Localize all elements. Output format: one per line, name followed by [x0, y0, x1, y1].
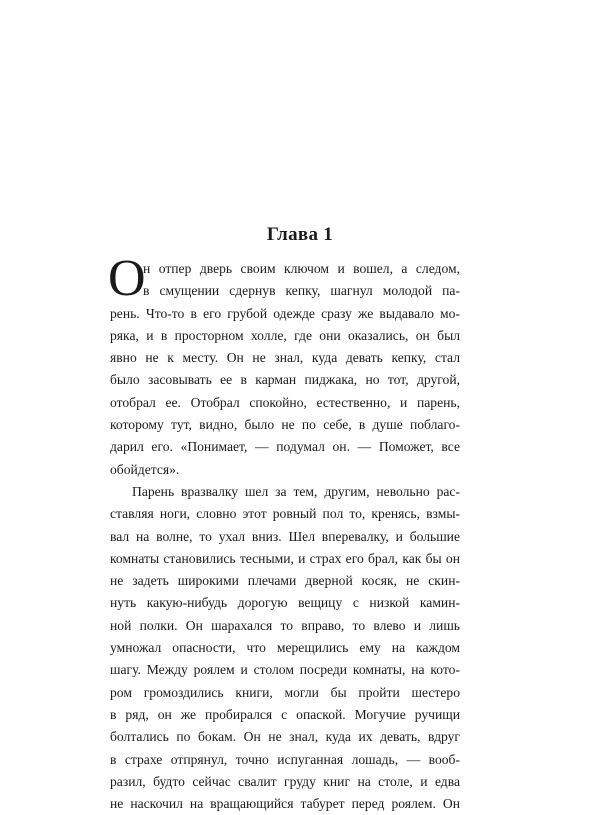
chapter-title: Глава 1 [266, 224, 334, 245]
text-line: в ряд, он же пробирался с опаской. Могучие ручищи [110, 706, 460, 722]
text-line: явно не к месту. Он не знал, куда девать кепку, стал [110, 350, 460, 366]
text-line: ной полки. Он шарахался то вправо, то влево и лишь [110, 617, 460, 633]
text-line: в страхе отпрянул, точно испуганная лошадь, — вооб- [110, 751, 460, 767]
text-line: которому тут, видно, было не по себе, в душе поблаго- [110, 417, 460, 433]
drop-cap: О [108, 250, 146, 307]
paragraph-2 [110, 481, 460, 815]
paragraph-1 [108, 250, 460, 481]
text-line: н отпер дверь своим ключом и вошел, а следом, [143, 261, 460, 276]
text-line: шагу. Между роялем и столом посреди комнаты, на кото- [110, 662, 460, 678]
text-line: болтались по бокам. Он не знал, куда их девать, вдруг [110, 729, 460, 745]
text-line: не наскочил на вращающийся табурет перед роялем. Он [110, 796, 460, 812]
text-line: было засовывать ее в карман пиджака, но тот, другой, [110, 372, 460, 388]
text-line: ставляя ноги, словно этот ровный пол то, кренясь, взмы- [110, 506, 460, 522]
text-line: ром громоздились книги, могли бы пройти шестеро [110, 684, 460, 700]
text-line: нуть какую-нибудь дорогую вещицу с низкой камин- [110, 595, 460, 611]
text-line: отобрал ее. Отобрал спокойно, естественно, и парень, [110, 394, 460, 410]
text-line: в смущении сдернув кепку, шагнул молодой па- [143, 283, 460, 299]
text-line: Парень вразвалку шел за тем, другим, невольно рас- [132, 483, 460, 499]
text-line: обойдется». [110, 461, 180, 477]
text-line: рень. Что-то в его грубой одежде сразу же выдавало мо- [110, 305, 460, 321]
text-line: умножал опасности, что мерещились ему на каждом [110, 640, 460, 656]
text-line: вал на волне, то ухал вниз. Шел вперевалку, и большие [110, 528, 460, 544]
text-line: не задеть широкими плечами дверной косяк, не скин- [110, 573, 460, 589]
text-line: разил, будто сейчас свалит груду книг на столе, и едва [110, 773, 460, 789]
text-line: комнаты становились тесными, и страх его брал, как бы он [110, 550, 460, 566]
body-text [108, 250, 460, 815]
text-line: дарил его. «Понимает, — подумал он. — Поможет, все [110, 439, 460, 455]
text-line: ряка, и в просторном холле, где они оказались, он был [110, 327, 460, 343]
